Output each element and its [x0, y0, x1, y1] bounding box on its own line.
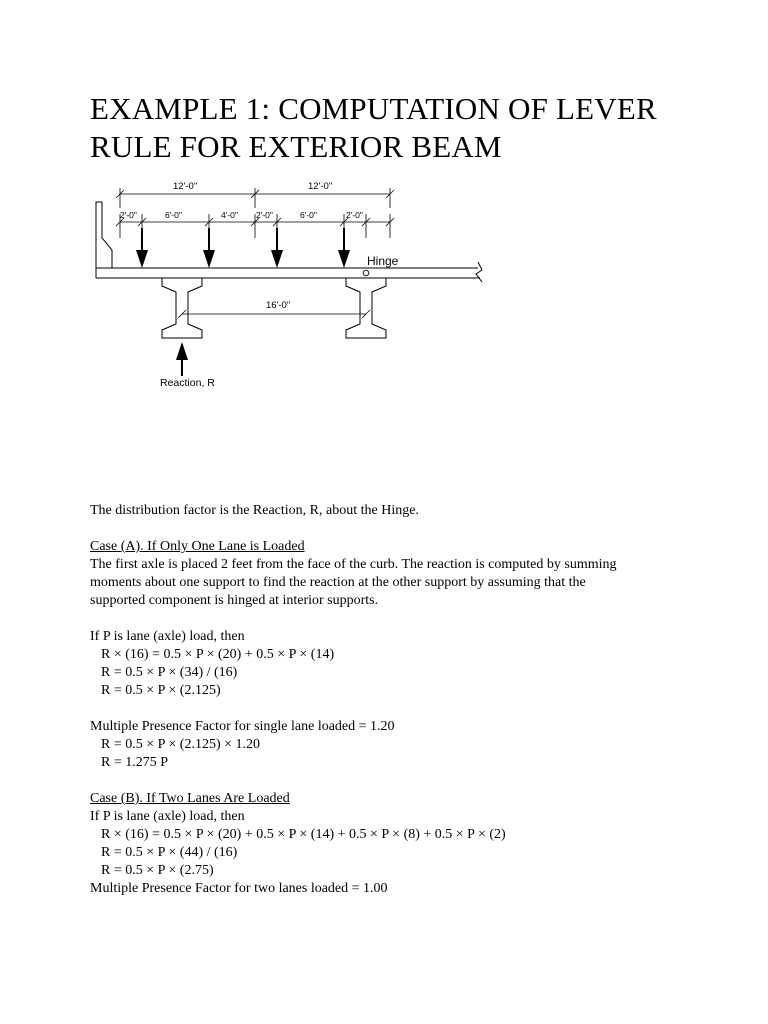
girder-exterior — [162, 278, 202, 338]
case-b-heading: Case (B). If Two Lanes Are Loaded — [90, 791, 290, 806]
reaction-label: Reaction, R — [160, 377, 215, 389]
case-a-eq5: R = 1.275 P — [101, 755, 169, 770]
case-a-eq4: R = 0.5 × P × (2.125) × 1.20 — [101, 737, 261, 752]
dim-top-right: 12'-0" — [308, 181, 333, 192]
title-line-2: RULE FOR EXTERIOR BEAM — [90, 129, 502, 164]
dim-b: 6'-0" — [165, 210, 182, 220]
case-a-eq2: R = 0.5 × P × (34) / (16) — [101, 665, 238, 680]
case-b-eq2: R = 0.5 × P × (44) / (16) — [101, 845, 238, 860]
beam-spacing-label: 16'-0" — [266, 300, 291, 311]
dim-a: 2'-0" — [120, 210, 137, 220]
case-a-desc-3: supported component is hinged at interior supports. — [90, 593, 379, 608]
lever-rule-diagram — [90, 178, 500, 398]
case-a-desc-1: The first axle is placed 2 feet from the face of the curb. The reaction is computed by summing — [90, 557, 617, 572]
case-a-eq3: R = 0.5 × P × (2.125) — [101, 683, 221, 698]
case-a-mpf: Multiple Presence Factor for single lane loaded = 1.20 — [90, 719, 395, 734]
girder-interior — [346, 278, 386, 338]
dim-top-left: 12'-0" — [173, 181, 198, 192]
case-a-heading: Case (A). If Only One Lane is Loaded — [90, 539, 305, 554]
hinge-icon — [363, 270, 369, 276]
lever-rule-figure — [90, 178, 500, 398]
case-b-mpf: Multiple Presence Factor for two lanes loaded = 1.00 — [90, 881, 388, 896]
title-line-1: EXAMPLE 1: COMPUTATION OF LEVER — [90, 91, 657, 126]
case-b-if-line: If P is lane (axle) load, then — [90, 809, 245, 824]
intro-text: The distribution factor is the Reaction, R, about the Hinge. — [90, 503, 419, 518]
dim-e: 6'-0" — [300, 210, 317, 220]
case-b-eq1: R × (16) = 0.5 × P × (20) + 0.5 × P × (14) + 0.5 × P × (8) + 0.5 × P × (2) — [101, 827, 506, 842]
reaction-arrow — [176, 342, 188, 376]
page-title — [90, 90, 710, 166]
dim-d: 2'-0" — [256, 210, 273, 220]
beam-spacing-dimension — [178, 310, 370, 318]
deck-slab — [96, 262, 482, 282]
dim-f: 2'-0" — [346, 210, 363, 220]
case-a-if-line: If P is lane (axle) load, then — [90, 629, 245, 644]
curb — [96, 202, 112, 268]
case-a-eq1: R × (16) = 0.5 × P × (20) + 0.5 × P × (14) — [101, 647, 335, 662]
dim-c: 4'-0" — [221, 210, 238, 220]
case-b-eq3: R = 0.5 × P × (2.75) — [101, 863, 214, 878]
hinge-label: Hinge — [367, 254, 399, 268]
case-a-desc-2: moments about one support to find the reaction at the other support by assuming that the — [90, 575, 586, 590]
top-dimension-line — [116, 188, 394, 208]
document-body — [90, 502, 690, 898]
wheel-load-arrows — [136, 228, 350, 268]
